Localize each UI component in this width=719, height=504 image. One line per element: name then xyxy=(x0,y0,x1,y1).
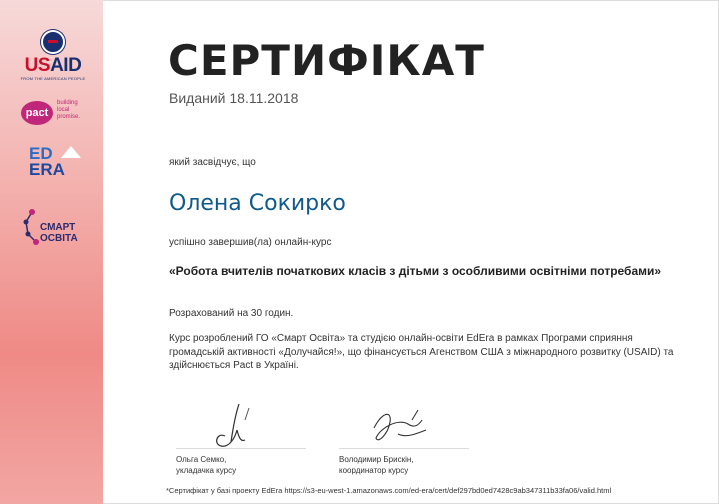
signature-2-drawing xyxy=(368,404,440,448)
usaid-seal-icon xyxy=(41,30,65,54)
verification-footnote: *Сертифікат у базі проекту EdEra https://s3-eu-west-1.amazonaws.com/ed-era/cert/def297bd0ed7428c9ab347311b33fa06/valid.html xyxy=(166,486,612,495)
pact-tagline xyxy=(57,100,80,121)
pact-tagline-line: promise. xyxy=(57,114,81,120)
certifies-text: який засвідчує, що xyxy=(169,157,256,168)
issue-date: Виданий 18.11.2018 xyxy=(169,90,299,106)
completed-text: успішно завершив(ла) онлайн-курс xyxy=(169,237,332,248)
usaid-word-blue: AID xyxy=(50,55,82,76)
course-description: Курс розроблений ГО «Смарт Освіта» та студією онлайн-освіти EdEra в рамках Програми сприяння громадській активності «Долучайся!», що фінансується Агенством США з міжнародного розвитку (USAID) та здійснюється Pact в Україні. xyxy=(169,333,674,371)
usaid-tagline: FROM THE AMERICAN PEOPLE xyxy=(20,76,86,81)
usaid-logo xyxy=(18,30,88,81)
course-title: «Робота вчителів початкових класів з дітьми з особливими освітніми потребами» xyxy=(169,264,662,278)
signature-block-1 xyxy=(176,448,326,476)
signer-name: Ольга Семко, xyxy=(176,455,227,464)
pact-tagline-line: local xyxy=(57,107,70,113)
edera-chevron-icon xyxy=(61,146,81,158)
signer-role: координатор курсу xyxy=(339,466,409,475)
signature-1-drawing xyxy=(205,402,265,452)
recipient-name: Олена Сокирко xyxy=(169,191,346,216)
signer-role: укладачка курсу xyxy=(176,466,237,475)
pact-name: pact xyxy=(21,101,53,125)
edera-line1: ED xyxy=(29,144,53,163)
pact-tagline-line: building xyxy=(57,100,78,106)
smart-line2: ОСВІТА xyxy=(40,233,78,244)
course-duration: Розрахований на 30 годин. xyxy=(169,308,294,319)
certificate-title: СЕРТИФІКАТ xyxy=(168,36,485,85)
usaid-word-red: US xyxy=(24,55,51,76)
pact-logo xyxy=(21,96,93,132)
molecule-icon xyxy=(22,208,42,248)
signature-line xyxy=(339,448,469,449)
signature-block-2 xyxy=(339,448,489,476)
signer-name: Володимир Брискін, xyxy=(339,455,414,464)
logo-sidebar xyxy=(0,0,104,504)
smart-line1: СМАРТ xyxy=(40,222,76,233)
signature-line xyxy=(176,448,306,449)
edera-line2: ERA xyxy=(29,160,65,179)
smart-osvita-logo xyxy=(22,208,98,248)
edera-logo xyxy=(29,146,79,188)
